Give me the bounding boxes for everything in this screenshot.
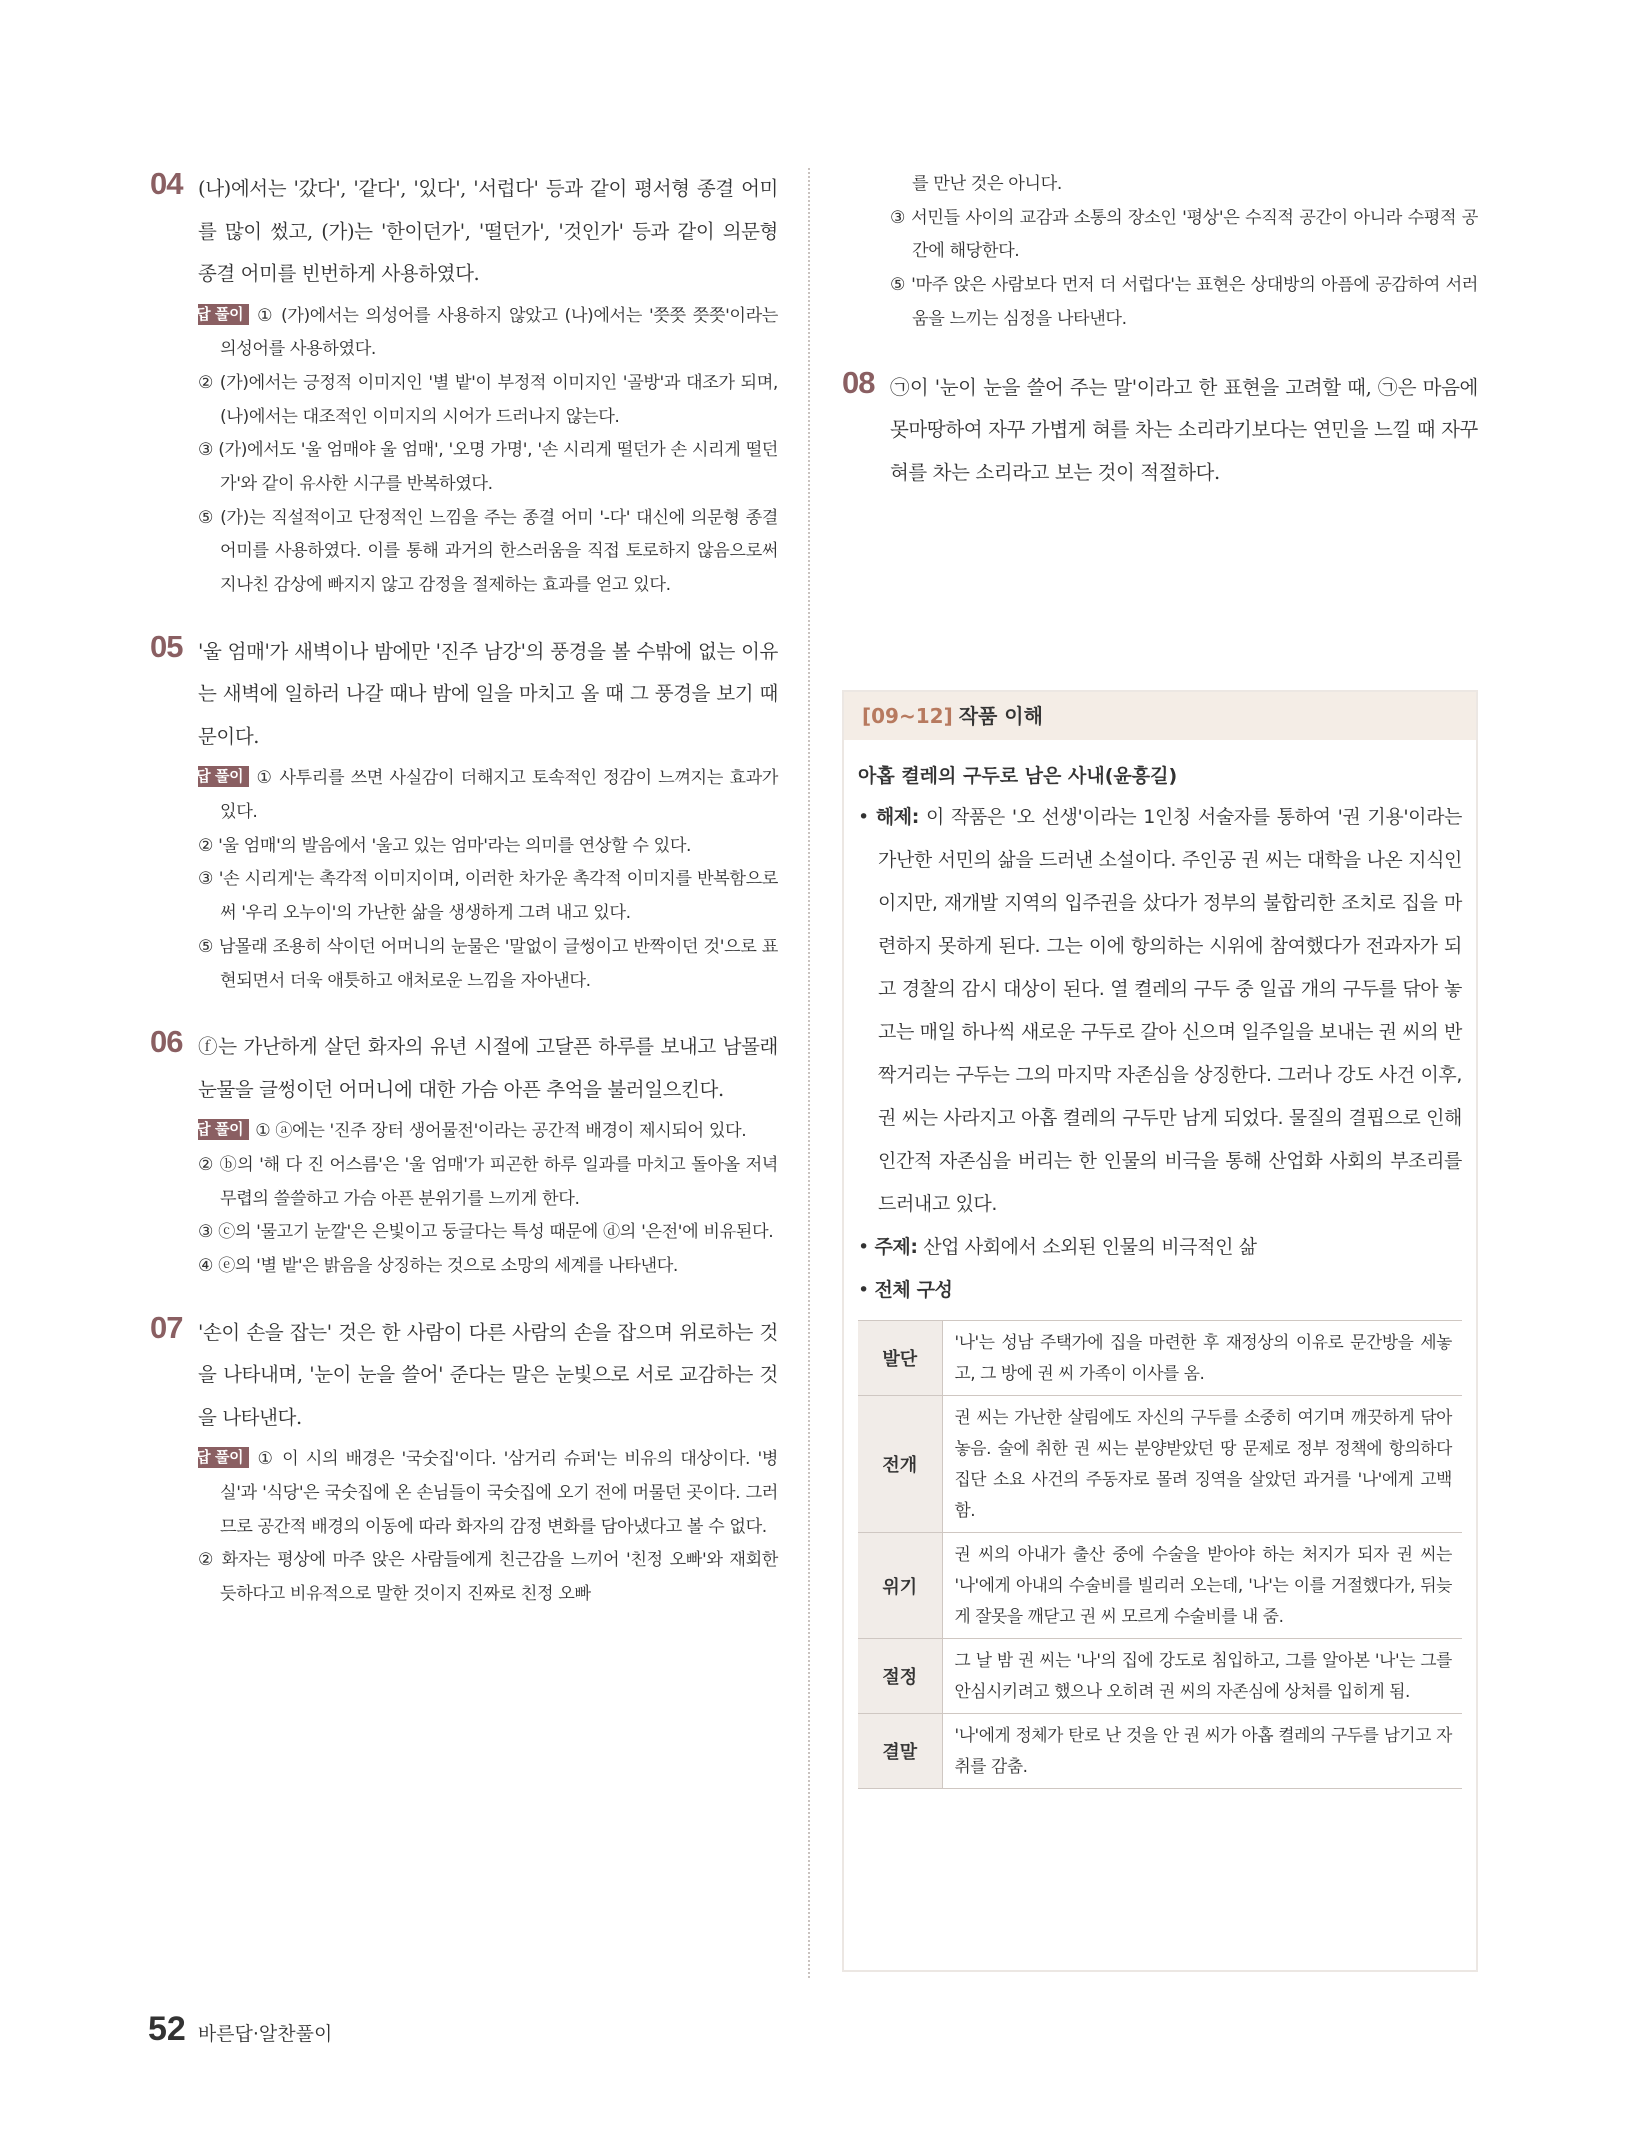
explanation-06 [150,1115,778,1284]
explanation-item: 오답 풀이 ① 사투리를 쓰면 사실감이 더해지고 토속적인 정감이 느껴지는 효과가 있다. [182,767,778,823]
wrong-answer-badge: 오답 풀이 [198,304,249,325]
work-title: 아홉 켤레의 구두로 남은 사내(윤흥길) [858,765,1178,787]
question-06 [150,1026,778,1111]
explanation-item: ③ (가)에서도 '울 엄매야 울 엄매', '오명 가명', '손 시리게 떨던가 손 시리게 떨던가'와 같이 유사한 시구를 반복하였다. [198,440,778,495]
stage-label: 절정 [858,1639,942,1714]
stage-description: '나'는 성남 주택가에 집을 마련한 후 재정상의 이유로 문간방을 세놓고, 그 방에 권 씨 가족이 이사를 옴. [942,1321,1462,1396]
explanation-04 [150,300,778,603]
stage-label: 결말 [858,1714,942,1789]
explanation-item: ③ ⓒ의 '물고기 눈깔'은 은빛이고 둥글다는 특성 때문에 ⓓ의 '은전'에 비유된다. [198,1222,774,1243]
question-range-tag: [09~12] [862,704,953,728]
wrong-answer-badge: 오답 풀이 [198,1447,249,1468]
stage-label: 전개 [858,1396,942,1533]
column-divider [808,168,810,1978]
stage-description: 권 씨는 가난한 살림에도 자신의 구두를 소중히 여기며 깨끗하게 닦아 놓음. 술에 취한 권 씨는 분양받았던 땅 문제로 정부 정책에 항의하다 집단 소요 사건의 주동자로 몰려 징역을 살았던 과거를 '나'에게 고백함. [942,1396,1462,1533]
book-section-label: 바른답·알찬풀이 [197,2023,333,2045]
table-row [858,1533,1462,1639]
question-answer: '울 엄매'가 새벽이나 밤에만 '진주 남강'의 풍경을 볼 수밖에 없는 이유는 새벽에 일하러 나갈 때나 밤에 일을 마치고 올 때 그 풍경을 보기 때문이다. [198,639,778,748]
explanation-item: ⑤ 남몰래 조용히 삭이던 어머니의 눈물은 '말없이 글썽이고 반짝이던 것'으로 표현되면서 더욱 애틋하고 애처로운 느낌을 자아낸다. [198,936,778,991]
explanation-item: ② (가)에서는 긍정적 이미지인 '별 밭'이 부정적 이미지인 '골방'과 대조가 되며, (나)에서는 대조적인 이미지의 시어가 드러나지 않는다. [198,372,778,427]
explanation-item: ④ ⓔ의 '별 밭'은 밝음을 상징하는 것으로 소망의 세계를 나타낸다. [198,1256,678,1277]
explanation-item: 오답 풀이 ① ⓐ에는 '진주 장터 생어물전'이라는 공간적 배경이 제시되어 있다. [182,1120,747,1142]
page-footer [148,2010,332,2049]
question-08 [842,364,1478,495]
table-row [858,1714,1462,1789]
question-answer: (나)에서는 '갔다', '같다', '있다', '서럽다' 등과 같이 평서형 종결 어미를 많이 썼고, (가)는 '한이던가', '떨던가', '것인가' 등과 같이 의문형 종결 어미를 빈번하게 사용하였다. [198,177,778,285]
question-05 [150,628,778,759]
question-07 [150,1309,778,1440]
stage-description: 그 날 밤 권 씨는 '나'의 집에 강도로 침입하고, 그를 알아본 '나'는 그를 안심시키려고 했으나 오히려 권 씨의 자존심에 상처를 입히게 됨. [942,1639,1462,1714]
work-analysis-box [842,690,1478,1972]
explanation-item: ② '울 엄매'의 발음에서 '울고 있는 엄마'라는 의미를 연상할 수 있다. [198,835,692,856]
question-number: 08 [842,364,875,400]
explanation-item: 를 만난 것은 아니다. [912,174,1062,194]
right-column [842,168,1478,494]
left-column [150,168,778,1612]
question-answer: ⓕ는 가난하게 살던 화자의 유년 시절에 고달픈 하루를 보내고 남몰래 눈물을 글썽이던 어머니에 대한 가슴 아픈 추억을 불러일으킨다. [198,1035,778,1101]
question-number: 04 [150,166,183,201]
explanation-item: ⑤ (가)는 직설적이고 단정적인 느낌을 주는 종결 어미 '-다' 대신에 의문형 종결 어미를 사용하였다. 이를 통해 과거의 한스러움을 직접 토로하지 않음으로써 지나친 감상에 빠지지 않고 감정을 절제하는 효과를 얻고 있다. [198,507,778,596]
stage-description: 권 씨의 아내가 출산 중에 수술을 받아야 하는 처지가 되자 권 씨는 '나'에게 아내의 수술비를 빌리러 오는데, '나'는 이를 거절했다가, 뒤늦게 잘못을 깨닫고 권 씨 모르게 수술비를 내 줌. [942,1533,1462,1639]
explanation-item: ⑤ '마주 앉은 사람보다 먼저 더 서럽다'는 표현은 상대방의 아픔에 공감하여 서러움을 느끼는 심정을 나타낸다. [890,275,1478,329]
theme-bullet: • 주제: 산업 사회에서 소외된 인물의 비극적인 삶 [858,1236,1257,1258]
stage-label: 발단 [858,1321,942,1396]
box-heading: 작품 이해 [958,704,1043,728]
explanation-07 [150,1443,778,1612]
question-number: 06 [150,1024,183,1060]
question-number: 05 [150,628,183,664]
stage-label: 위기 [858,1533,942,1639]
wrong-answer-badge: 오답 풀이 [198,766,249,787]
structure-bullet: • 전체 구성 [858,1279,953,1301]
table-row [858,1321,1462,1396]
question-answer: ㉠이 '눈이 눈을 쓸어 주는 말'이라고 한 표현을 고려할 때, ㉠은 마음에 못마땅하여 자꾸 가볍게 혀를 차는 소리라기보다는 연민을 느낄 때 자꾸 혀를 차는 소리라고 보는 것이 적절하다. [890,375,1478,484]
explanation-item: ② ⓑ의 '해 다 진 어스름'은 '울 엄매'가 피곤한 하루 일과를 마치고 돌아올 저녁 무렵의 쓸쓸하고 가슴 아픈 분위기를 느끼게 한다. [198,1154,778,1209]
explanation-item: 오답 풀이 ① (가)에서는 의성어를 사용하지 않았고 (나)에서는 '쯧쯧 쯧쯧'이라는 의성어를 사용하였다. [182,304,778,360]
explanation-item: 오답 풀이 ① 이 시의 배경은 '국숫집'이다. '삼거리 슈퍼'는 비유의 대상이다. '병실'과 '식당'은 국숫집에 온 손님들이 국숫집에 오기 전에 머물던 곳이다. 그러므로 공간적 배경의 이동에 따라 화자의 감정 변화를 담아냈다고 볼 수 없다. [182,1448,778,1537]
plot-structure-table [858,1320,1462,1789]
explanation-item: ② 화자는 평상에 마주 앉은 사람들에게 친근감을 느끼어 '친정 오빠'와 재회한 듯하다고 비유적으로 말한 것이지 진짜로 친정 오빠 [198,1550,778,1605]
box-body [844,740,1476,1789]
explanation-05 [150,762,778,998]
table-row [858,1639,1462,1714]
table-row [858,1396,1462,1533]
stage-description: '나'에게 정체가 탄로 난 것을 안 권 씨가 아홉 켤레의 구두를 남기고 자취를 감춤. [942,1714,1462,1789]
explanation-07-continued [842,168,1478,337]
page-number: 52 [148,2010,186,2048]
box-header [844,692,1476,740]
explanation-item: ③ '손 시리게'는 촉각적 이미지이며, 이러한 차가운 촉각적 이미지를 반복함으로써 '우리 오누이'의 가난한 삶을 생생하게 그려 내고 있다. [198,869,778,924]
question-answer: '손이 손을 잡는' 것은 한 사람이 다른 사람의 손을 잡으며 위로하는 것을 나타내며, '눈이 눈을 쓸어' 준다는 말은 눈빛으로 서로 교감하는 것을 나타낸다. [198,1320,778,1429]
question-04 [150,168,778,296]
explanation-item: ③ 서민들 사이의 교감과 소통의 장소인 '평상'은 수직적 공간이 아니라 수평적 공간에 해당한다. [890,207,1478,262]
wrong-answer-badge: 오답 풀이 [198,1119,249,1140]
summary-bullet: • 해제: 이 작품은 '오 선생'이라는 1인칭 서술자를 통하여 '권 기용'이라는 가난한 서민의 삶을 드러낸 소설이다. 주인공 권 씨는 대학을 나온 지식인이지만, 재개발 지역의 입주권을 샀다가 정부의 불합리한 조치로 집을 마련하지 못하게 된다. 그는 이에 항의하는 시위에 참여했다가 전과자가 되고 경찰의 감시 대상이 된다. 열 켤레의 구두 중 일곱 개의 구두를 닦아 놓고는 매일 하나씩 새로운 구두로 갈아 신으며 일주일을 보내는 권 씨의 반짝거리는 구두는 그의 마지막 자존심을 상징한다. 그러나 강도 사건 이후, 권 씨는 사라지고 아홉 켤레의 구두만 남게 되었다. 물질의 결핍으로 인해 인간적 자존심을 버리는 한 인물의 비극을 통해 산업화 사회의 부조리를 드러내고 있다. [858,806,1463,1215]
question-number: 07 [150,1309,183,1345]
